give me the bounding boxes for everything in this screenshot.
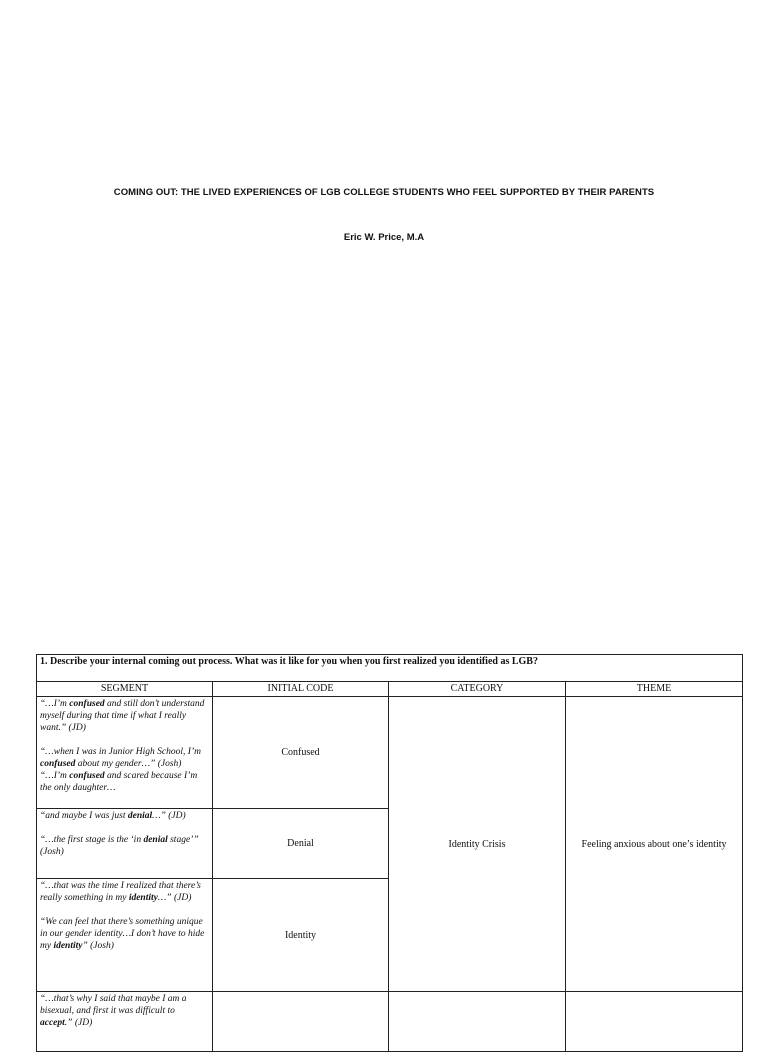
segment-quote: “…I’m confused and still don’t understand myself during that time if what I really want.” (JD) (40, 699, 205, 733)
segment-quote: “and maybe I was just denial…” (JD) (40, 811, 186, 821)
initial-code-cell (213, 992, 389, 1052)
document-title: COMING OUT: THE LIVED EXPERIENCES OF LGB COLLEGE STUDENTS WHO FEEL SUPPORTED BY THEIR PARENTS (113, 187, 655, 198)
segment-cell (37, 809, 213, 879)
segment-cell (37, 992, 213, 1052)
author-name: Eric W. Price, M.A (343, 232, 425, 243)
segment-cell (37, 879, 213, 992)
segment-quote: “…the first stage is the ‘in denial stage’” (Josh) (40, 835, 199, 857)
table-row (37, 697, 743, 809)
question-text: 1. Describe your internal coming out process. What was it like for you when you first realized you identified as LGB? (37, 655, 743, 682)
segment-quote: “We can feel that there’s something unique in our gender identity…I don’t have to hide my identity” (Josh) (40, 917, 205, 951)
question-row (37, 655, 743, 682)
segment-cell (37, 697, 213, 809)
header-category: CATEGORY (389, 682, 566, 697)
header-initial-code: INITIAL CODE (213, 682, 389, 697)
segment-quote: “…that was the time I realized that there’s really something in my identity…” (JD) (40, 881, 201, 903)
initial-code-cell: Identity (213, 879, 389, 992)
theme-cell: Feeling anxious about one’s identity (566, 697, 743, 992)
segment-quote: “…I’m confused and scared because I’m the only daughter… (40, 771, 198, 793)
coding-table (36, 654, 743, 1052)
category-cell (389, 992, 566, 1052)
segment-quote: “…that’s why I said that maybe I am a bisexual, and first it was difficult to accept.” (JD) (40, 994, 187, 1028)
table-row (37, 992, 743, 1052)
initial-code-cell: Denial (213, 809, 389, 879)
header-segment: SEGMENT (37, 682, 213, 697)
initial-code-cell: Confused (213, 697, 389, 809)
header-row (37, 682, 743, 697)
theme-cell (566, 992, 743, 1052)
header-theme: THEME (566, 682, 743, 697)
category-cell: Identity Crisis (389, 697, 566, 992)
segment-quote: “…when I was in Junior High School, I’m confused about my gender…” (Josh) (40, 747, 201, 769)
